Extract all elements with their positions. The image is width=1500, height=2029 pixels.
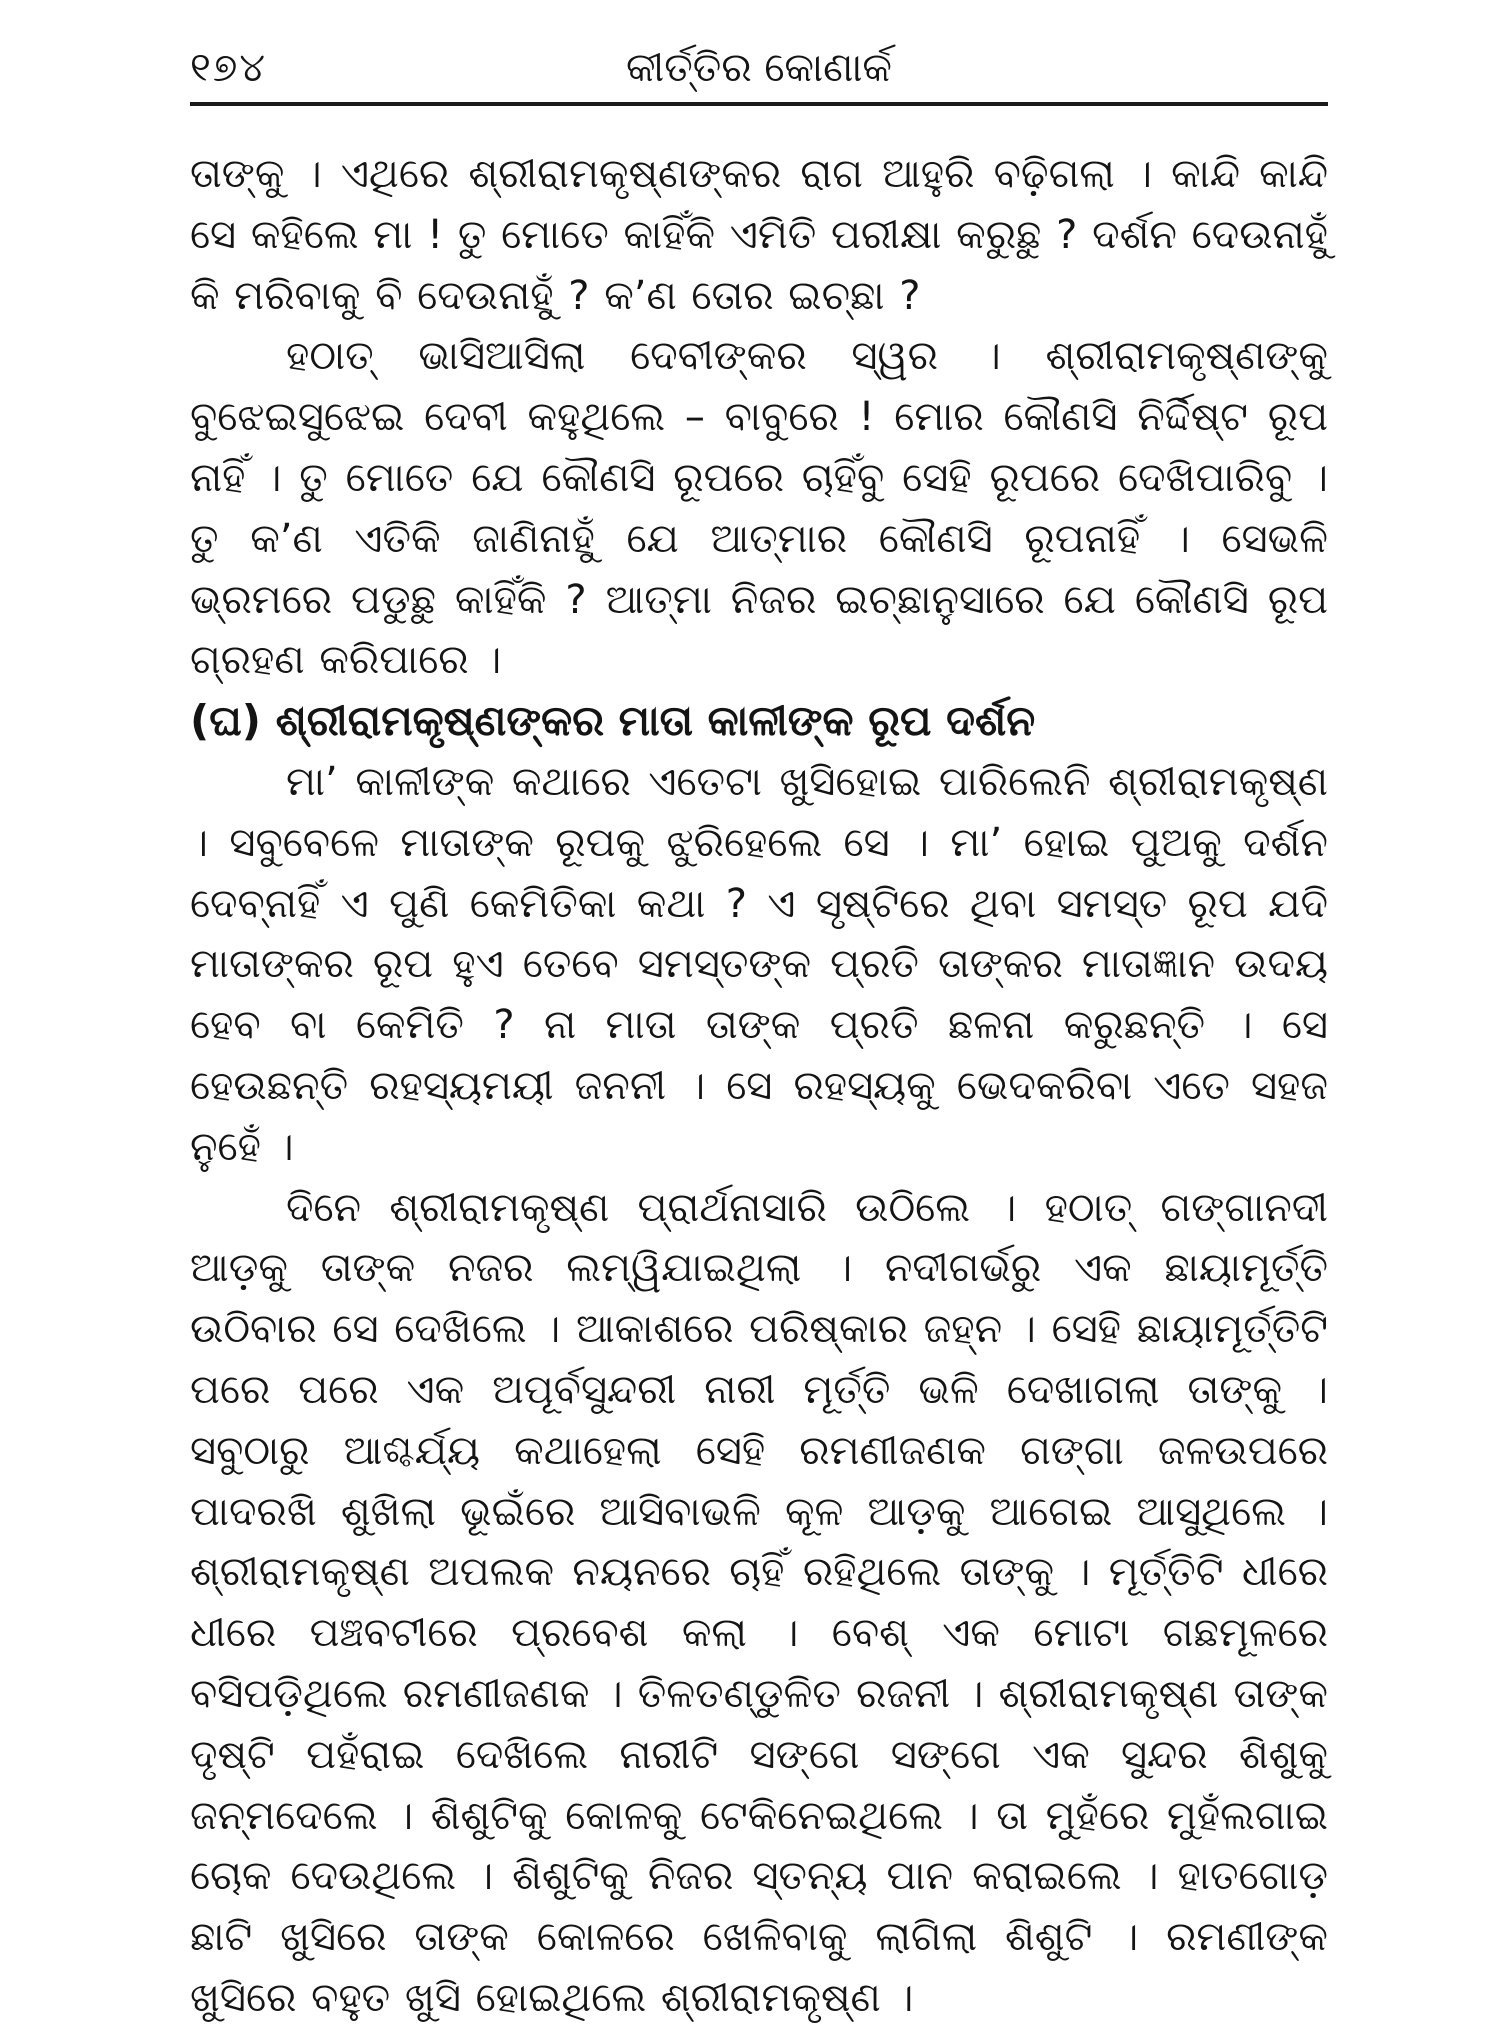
page-header <box>190 38 1328 98</box>
paragraph: ଦିନେ ଶ୍ରୀରାମକୃଷ୍ଣ ପ୍ରାର୍ଥନାସାରି ଉଠିଲେ । ହଠାତ୍ ଗଙ୍ଗାନଦୀ ଆଡ଼କୁ ତାଙ୍କ ନଜର ଲମ୍ୱିଯାଇଥିଲା । ନଦୀଗର୍ଭରୁ ଏକ ଛାୟାମୂର୍ତ୍ତି ଉଠିବାର ସେ ଦେଖିଲେ । ଆକାଶରେ ପରିଷ୍କାର ଜହ୍ନ । ସେହି ଛାୟାମୂର୍ତ୍ତିଟି ପରେ ପରେ ଏକ ଅପୂର୍ବସୁନ୍ଦରୀ ନାରୀ ମୂର୍ତ୍ତି ଭଳି ଦେଖାଗଲା ତାଙ୍କୁ । ସବୁଠାରୁ ଆଶ୍ଚର୍ଯ୍ୟ କଥାହେଲା ସେହି ରମଣୀଜଣକ ଗଙ୍ଗା ଜଳଉପରେ ପାଦରଖି ଶୁଖିଲା ଭୂଇଁରେ ଆସିବାଭଳି କୂଳ ଆଡ଼କୁ ଆଗେଇ ଆସୁଥିଲେ । ଶ୍ରୀରାମକୃଷ୍ଣ ଅପଲକ ନୟନରେ ଚାହିଁ ରହିଥିଲେ ତାଙ୍କୁ । ମୂର୍ତ୍ତିଟି ଧୀରେ ଧୀରେ ପଞ୍ଚବଟୀରେ ପ୍ରବେଶ କଲା । ବେଶ୍ ଏକ ମୋଟା ଗଛମୂଳରେ ବସିପଡ଼ିଥିଲେ ରମଣୀଜଣକ । ତିଳତଣ୍ଡୁଳିତ ରଜନୀ । ଶ୍ରୀରାମକୃଷ୍ଣ ତାଙ୍କ ଦୃଷ୍ଟି ପହଁରାଇ ଦେଖିଲେ ନାରୀଟି ସଙ୍ଗେ ସଙ୍ଗେ ଏକ ସୁନ୍ଦର ଶିଶୁକୁ ଜନ୍ମଦେଲେ । ଶିଶୁଟିକୁ କୋଳକୁ ଟେକିନେଇଥିଲେ । ତା ମୁହଁରେ ମୁହଁଲଗାଇ ଚୋକ ଦେଉଥିଲେ । ଶିଶୁଟିକୁ ନିଜର ସ୍ତନ୍ୟ ପାନ କରାଇଲେ । ହାତଗୋଡ଼ ଛାଟି ଖୁସିରେ ତାଙ୍କ କୋଳରେ ଖେଳିବାକୁ ଲାଗିଲା ଶିଶୁଟି । ରମଣୀଙ୍କ ଖୁସିରେ ବହୁତ ଖୁସି ହୋଇଥିଲେ ଶ୍ରୀରାମକୃଷ୍ଣ । <box>190 1184 1328 2021</box>
paragraph: ହଠାତ୍ ଭାସିଆସିଲା ଦେବୀଙ୍କର ସ୍ୱର । ଶ୍ରୀରାମକୃଷ୍ଣଙ୍କୁ ବୁଝେଇସୁଝେଇ ଦେବୀ କହୁଥିଲେ – ବାବୁରେ ! ମୋର କୌଣସି ନିର୍ଦ୍ଦିଷ୍ଟ ରୂପ ନାହିଁ । ତୁ ମୋତେ ଯେ କୌଣସି ରୂପରେ ଚାହିଁବୁ ସେହି ରୂପରେ ଦେଖିପାରିବୁ । ତୁ କ’ଣ ଏତିକି ଜାଣିନାହୁଁ ଯେ ଆତ୍ମାର କୌଣସି ରୂପନାହିଁ । ସେଭଳି ଭ୍ରମରେ ପଡୁଛୁ କାହିଁକି ? ଆତ୍ମା ନିଜର ଇଚ୍ଛାନୁସାରେ ଯେ କୌଣସି ରୂପ ଗ୍ରହଣ କରିପାରେ । <box>190 333 1328 684</box>
paragraph: ତାଙ୍କୁ । ଏଥିରେ ଶ୍ରୀରାମକୃଷ୍ଣଙ୍କର ରାଗ ଆହୁରି ବଢ଼ିଗଲା । କାନ୍ଦି କାନ୍ଦି ସେ କହିଲେ ମା ! ତୁ ମୋତେ କାହିଁକି ଏମିତି ପରୀକ୍ଷା କରୁଛୁ ? ଦର୍ଶନ ଦେଉନାହୁଁ କି ମରିବାକୁ ବି ଦେଉନାହୁଁ ? କ’ଣ ତୋର ଇଚ୍ଛା ? <box>190 151 1328 319</box>
page-number: ୧୭୪ <box>190 45 267 91</box>
running-title: କୀର୍ତ୍ତିର କୋଣାର୍କ <box>626 45 892 91</box>
section-heading: (ଘ) ଶ୍ରୀରାମକୃଷ୍ଣଙ୍କର ମାତା କାଳୀଙ୍କ ରୂପ ଦର୍ଶନ <box>190 696 1036 746</box>
header-rule <box>190 102 1328 106</box>
book-page <box>190 0 1328 2021</box>
page-body <box>190 144 1328 2029</box>
paragraph: ମା’ କାଳୀଙ୍କ କଥାରେ ଏତେଟା ଖୁସିହୋଇ ପାରିଲେନି ଶ୍ରୀରାମକୃଷ୍ଣ । ସବୁବେଳେ ମାତାଙ୍କ ରୂପକୁ ଝୁରିହେଲେ ସେ । ମା’ ହୋଇ ପୁଅକୁ ଦର୍ଶନ ଦେବ୍‌ନାହିଁ ଏ ପୁଣି କେମିତିକା କଥା ? ଏ ସୃଷ୍ଟିରେ ଥିବା ସମସ୍ତ ରୂପ ଯଦି ମାତାଙ୍କର ରୂପ ହୁଏ ତେବେ ସମସ୍ତଙ୍କ ପ୍ରତି ତାଙ୍କର ମାତାଜ୍ଞାନ ଉଦୟ ହେବ ବା କେମିତି ? ନା ମାତା ତାଙ୍କ ପ୍ରତି ଛଳନା କରୁଛନ୍ତି । ସେ ହେଉଛନ୍ତି ରହସ୍ୟମୟୀ ଜନନୀ । ସେ ରହସ୍ୟକୁ ଭେଦକରିବା ଏତେ ସହଜ ନୁହେଁ । <box>190 758 1328 1170</box>
